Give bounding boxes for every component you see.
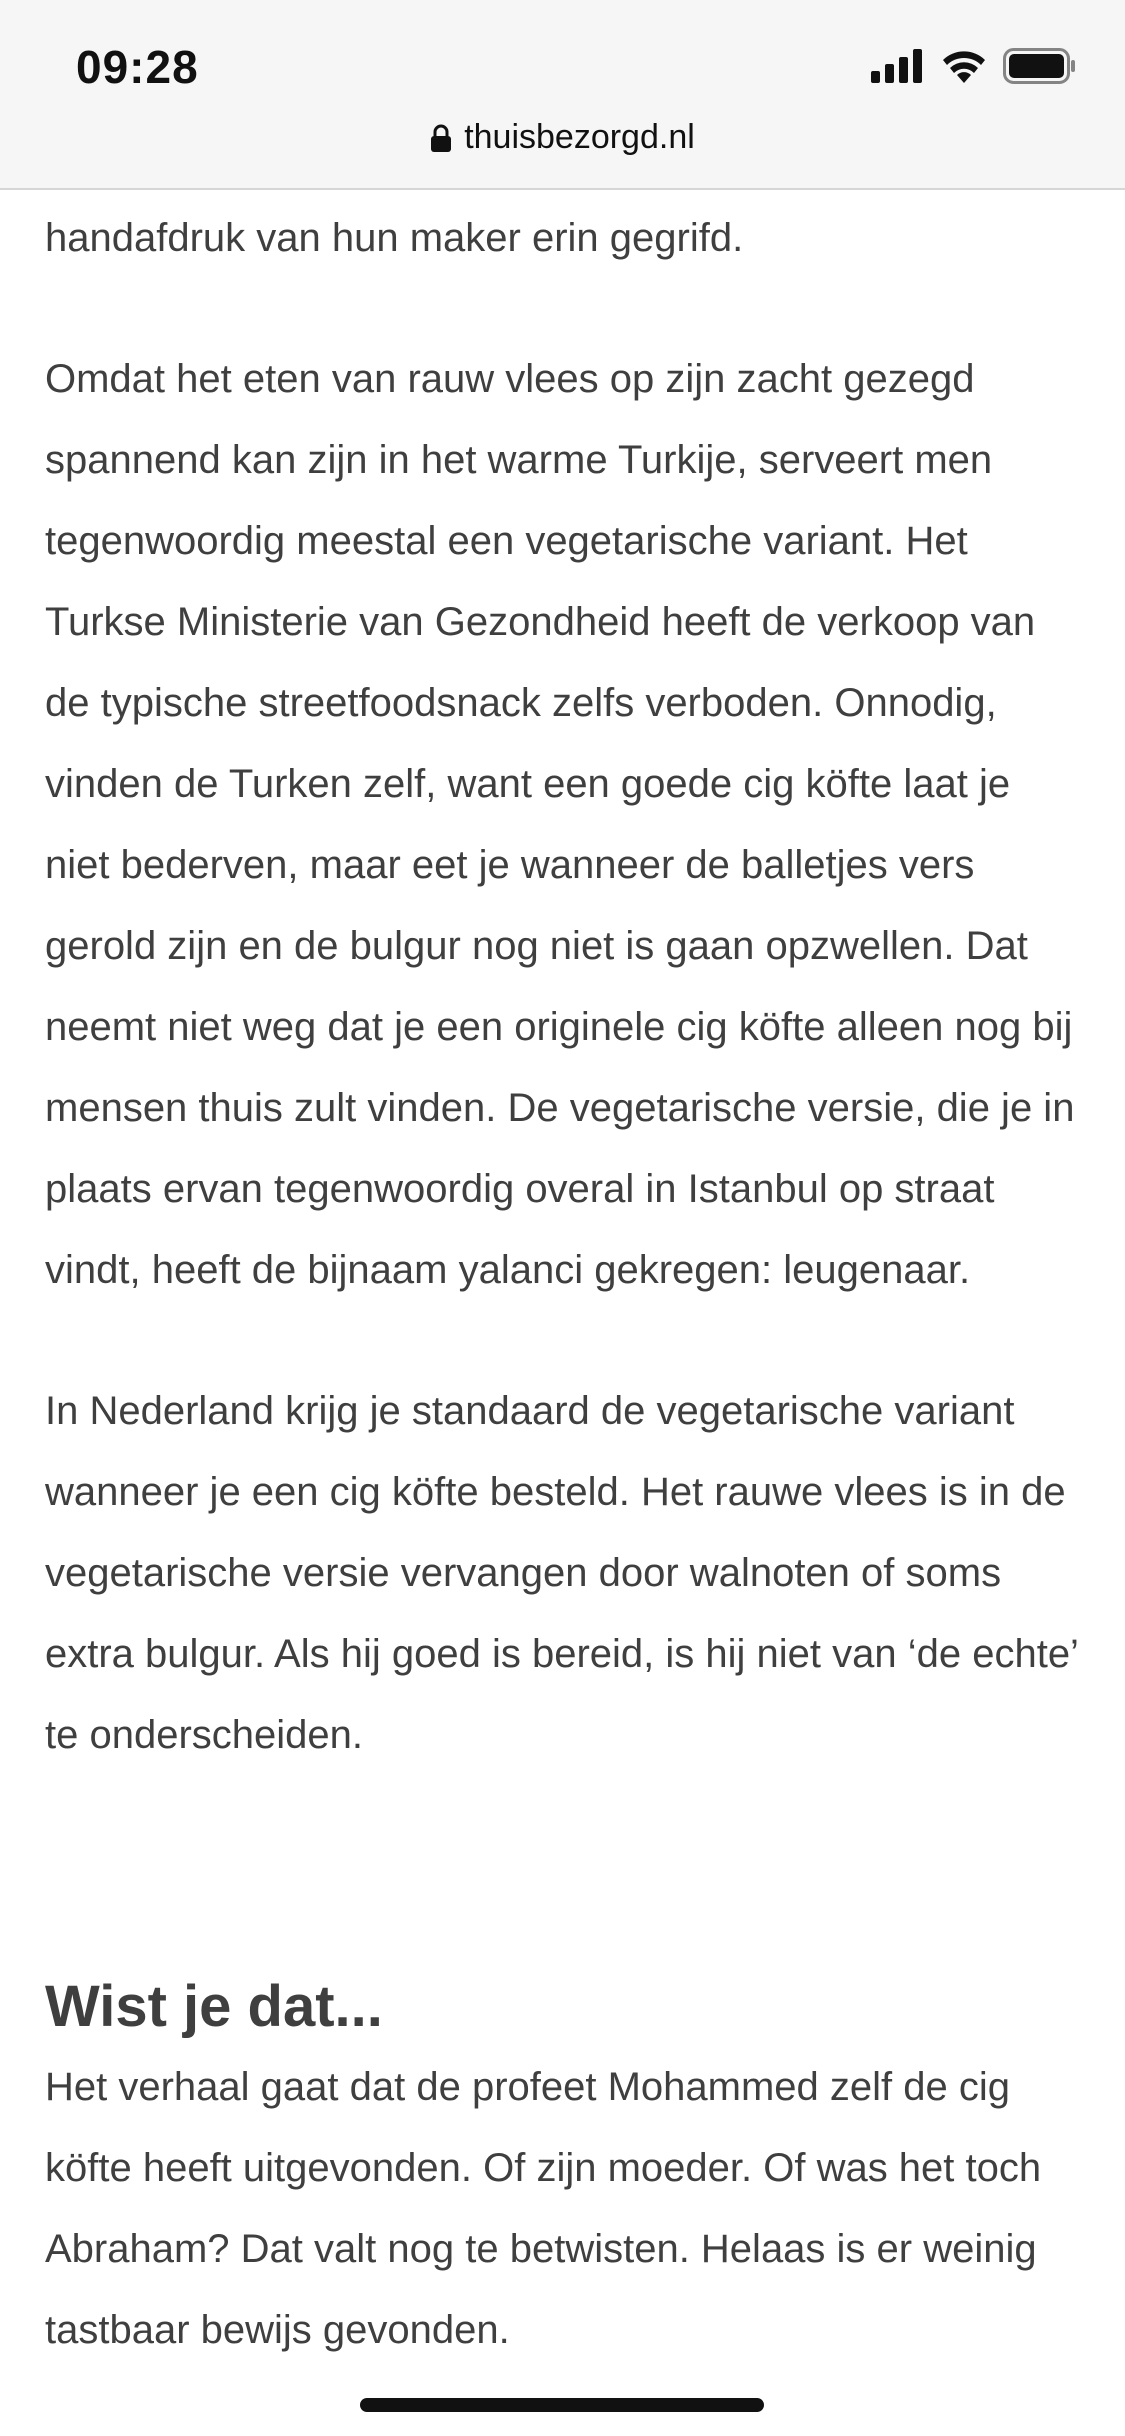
cellular-signal-icon <box>871 49 925 88</box>
url-text: thuisbezorgd.nl <box>464 118 695 156</box>
article-paragraph: In Nederland krijg je standaard de vegetarische variant wanneer je een cig köfte besteld. Het rauwe vlees is in de vegetarische versie vervangen door walnoten of soms extra bulgur. Als hij goed is bereid, is hij niet van ‘de echte’ te onderscheiden. <box>45 1389 1078 1757</box>
article-paragraph: Omdat het eten van rauw vlees op zijn zacht gezegd spannend kan zijn in het warme Turkije, serveert men tegenwoordig meestal een vegetarische variant. Het Turkse Ministerie van Gezondheid heeft de verkoop van de typische streetfoodsnack zelfs verboden. Onnodig, vinden de Turken zelf, want een goede cig köfte laat je niet bederven, maar eet je wanneer de balletjes vers gerold zijn en de bulgur nog niet is gaan opzwellen. Dat neemt niet weg dat je een originele cig köfte alleen nog bij mensen thuis zult vinden. De vegetarische versie, die je in plaats ervan tegenwoordig overal in Istanbul op straat vindt, heeft de bijnaam yalanci gekregen: leugenaar. <box>45 357 1075 1292</box>
home-indicator[interactable] <box>360 2398 764 2412</box>
status-time: 09:28 <box>76 41 199 93</box>
lock-icon <box>430 123 452 153</box>
battery-icon <box>1003 48 1077 89</box>
status-icons <box>871 46 1077 90</box>
paragraph-spacer <box>45 1311 1085 1371</box>
article-paragraph: handafdruk van hun maker erin gegrifd. <box>45 216 744 260</box>
article-paragraph: Het verhaal gaat dat de profeet Mohammed zelf de cig köfte heeft uitgevonden. Of zijn moeder. Of was het toch Abraham? Dat valt nog te betwisten. Helaas is er weinig tastbaar bewijs gevonden. <box>45 2065 1042 2352</box>
address-bar[interactable] <box>0 118 1125 157</box>
status-bar <box>0 0 1125 190</box>
article-content <box>45 190 1085 2371</box>
section-spacer <box>45 1776 1085 1966</box>
paragraph-spacer <box>45 279 1085 339</box>
section-heading: Wist je dat... <box>45 1974 383 2039</box>
wifi-icon <box>941 49 987 88</box>
